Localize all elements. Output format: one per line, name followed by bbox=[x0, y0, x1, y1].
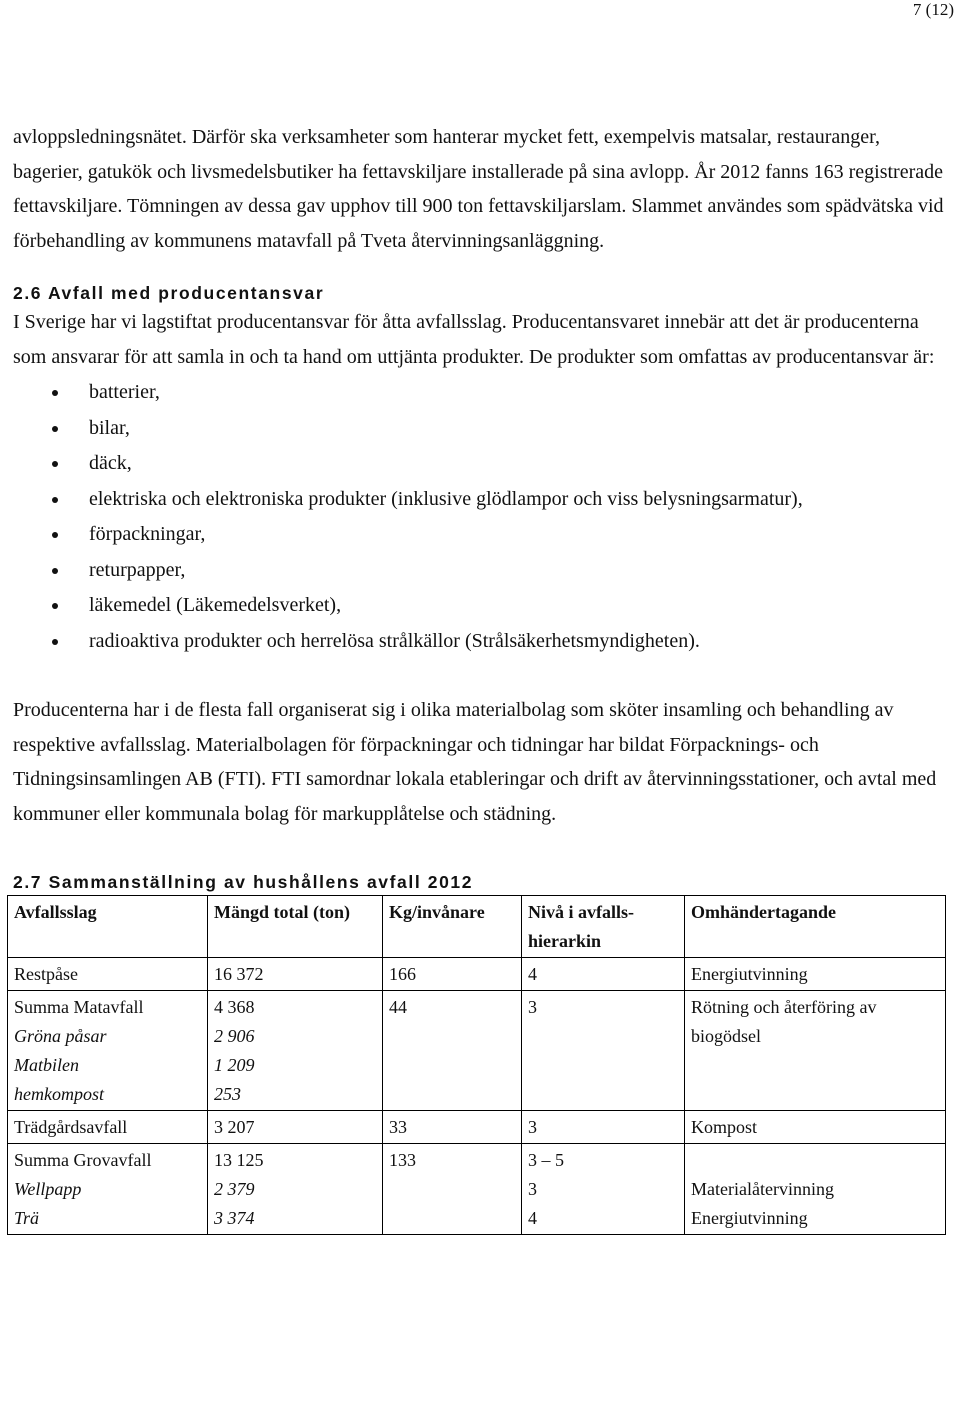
cell-line: Materialåtervinning bbox=[691, 1179, 834, 1199]
cell-line: Gröna påsar bbox=[14, 1026, 107, 1046]
cell-handling: Kompost bbox=[685, 1111, 946, 1144]
section-heading-2-6: 2.6 Avfall med producentansvar bbox=[13, 283, 325, 303]
cell-handling bbox=[685, 1144, 946, 1235]
table-row bbox=[8, 1111, 946, 1144]
cell-amount bbox=[208, 991, 383, 1111]
cell-line: 2 379 bbox=[214, 1179, 255, 1199]
bullet-icon bbox=[52, 639, 58, 645]
bullet-icon bbox=[52, 603, 58, 609]
bullet-icon bbox=[52, 497, 58, 503]
cell-type: Restpåse bbox=[8, 958, 208, 991]
list-item: förpackningar, bbox=[13, 517, 948, 553]
cell-handling: Rötning och återföring av biogödsel bbox=[685, 991, 946, 1111]
cell-line: 253 bbox=[214, 1084, 241, 1104]
cell-level: 4 bbox=[522, 958, 685, 991]
cell-amount: 3 207 bbox=[208, 1111, 383, 1144]
bullet-icon bbox=[52, 390, 58, 396]
table-row bbox=[8, 991, 946, 1111]
column-header-avfallsslag: Avfallsslag bbox=[8, 896, 208, 958]
table-row bbox=[8, 958, 946, 991]
cell-handling: Energiutvinning bbox=[685, 958, 946, 991]
cell-level bbox=[522, 1144, 685, 1235]
cell-amount: 16 372 bbox=[208, 958, 383, 991]
cell-line: 2 906 bbox=[214, 1026, 255, 1046]
cell-line: 13 125 bbox=[214, 1150, 264, 1170]
column-header-kg: Kg/invånare bbox=[383, 896, 522, 958]
list-item: returpapper, bbox=[13, 553, 948, 589]
cell-type bbox=[8, 991, 208, 1111]
cell-line: Summa Grovavfall bbox=[14, 1150, 152, 1170]
producentansvar-list bbox=[13, 375, 948, 659]
paragraph-fettavskiljare: avloppsledningsnätet. Därför ska verksamheter som hanterar mycket fett, exempelvis matsalar, restauranger, bagerier, gatukök och livsmedelsbutiker ha fettavskiljare installerade på sina avlopp. År 2012 fanns 163 registrerade fettavskiljare. Tömningen av dessa gav upphov till 900 ton fettavskiljarslam. Slammet användes som spädvätska vid förbehandling av kommunens matavfall på Tveta återvinningsanläggning. bbox=[13, 126, 944, 252]
paragraph-producentansvar-intro: I Sverige har vi lagstiftat producentansvar för åtta avfallsslag. Producentansvaret innebär att det är producenterna som ansvarar för att samla in och ta hand om uttjänta produkter. De produkter som omfattas av producentansvar är: bbox=[13, 311, 935, 368]
column-header-mangd: Mängd total (ton) bbox=[208, 896, 383, 958]
column-header-omhandertagande: Omhändertagande bbox=[685, 896, 946, 958]
cell-type bbox=[8, 1144, 208, 1235]
document-body bbox=[13, 120, 948, 1235]
cell-kg: 166 bbox=[383, 958, 522, 991]
table-header-row bbox=[8, 896, 946, 958]
list-item: radioaktiva produkter och herrelösa strålkällor (Strålsäkerhetsmyndigheten). bbox=[13, 624, 948, 660]
cell-line: 4 bbox=[528, 1208, 537, 1228]
cell-kg: 33 bbox=[383, 1111, 522, 1144]
page-number: 7 (12) bbox=[912, 0, 954, 19]
cell-level: 3 bbox=[522, 991, 685, 1111]
cell-line: Summa Matavfall bbox=[14, 997, 144, 1017]
cell-kg: 44 bbox=[383, 991, 522, 1111]
cell-line: Energiutvinning bbox=[691, 1208, 808, 1228]
column-header-niva: Nivå i avfalls-hierarkin bbox=[522, 896, 685, 958]
cell-line: Matbilen bbox=[14, 1055, 79, 1075]
bullet-icon bbox=[52, 532, 58, 538]
cell-level: 3 bbox=[522, 1111, 685, 1144]
bullet-icon bbox=[52, 461, 58, 467]
cell-amount bbox=[208, 1144, 383, 1235]
cell-type: Trädgårdsavfall bbox=[8, 1111, 208, 1144]
list-item: läkemedel (Läkemedelsverket), bbox=[13, 588, 948, 624]
list-item: däck, bbox=[13, 446, 948, 482]
bullet-icon bbox=[52, 568, 58, 574]
cell-line: 3 bbox=[528, 1179, 537, 1199]
list-item: bilar, bbox=[13, 411, 948, 447]
paragraph-materialbolag: Producenterna har i de flesta fall organiserat sig i olika materialbolag som sköter insamling och behandling av respektive avfallsslag. Materialbolagen för förpackningar och tidningar har bildat Förpacknings- och Tidningsinsamlingen AB (FTI). FTI samordnar lokala etableringar och drift av återvinningsstationer, och avtal med kommuner eller kommunala bolag för markupplåtelse och städning. bbox=[13, 699, 937, 825]
household-waste-table bbox=[7, 895, 946, 1235]
cell-line: hemkompost bbox=[14, 1084, 104, 1104]
cell-line: 3 – 5 bbox=[528, 1150, 564, 1170]
bullet-icon bbox=[52, 426, 58, 432]
list-item: elektriska och elektroniska produkter (inklusive glödlampor och viss belysningsarmatur), bbox=[13, 482, 948, 518]
cell-line: 1 209 bbox=[214, 1055, 255, 1075]
section-heading-2-7: 2.7 Sammanställning av hushållens avfall 2012 bbox=[13, 872, 474, 892]
cell-line: 3 374 bbox=[214, 1208, 255, 1228]
list-item: batterier, bbox=[13, 375, 948, 411]
table-row bbox=[8, 1144, 946, 1235]
cell-line bbox=[691, 1146, 939, 1175]
cell-line: 4 368 bbox=[214, 997, 255, 1017]
cell-line: Trä bbox=[14, 1208, 40, 1228]
cell-kg: 133 bbox=[383, 1144, 522, 1235]
cell-line: Wellpapp bbox=[14, 1179, 82, 1199]
